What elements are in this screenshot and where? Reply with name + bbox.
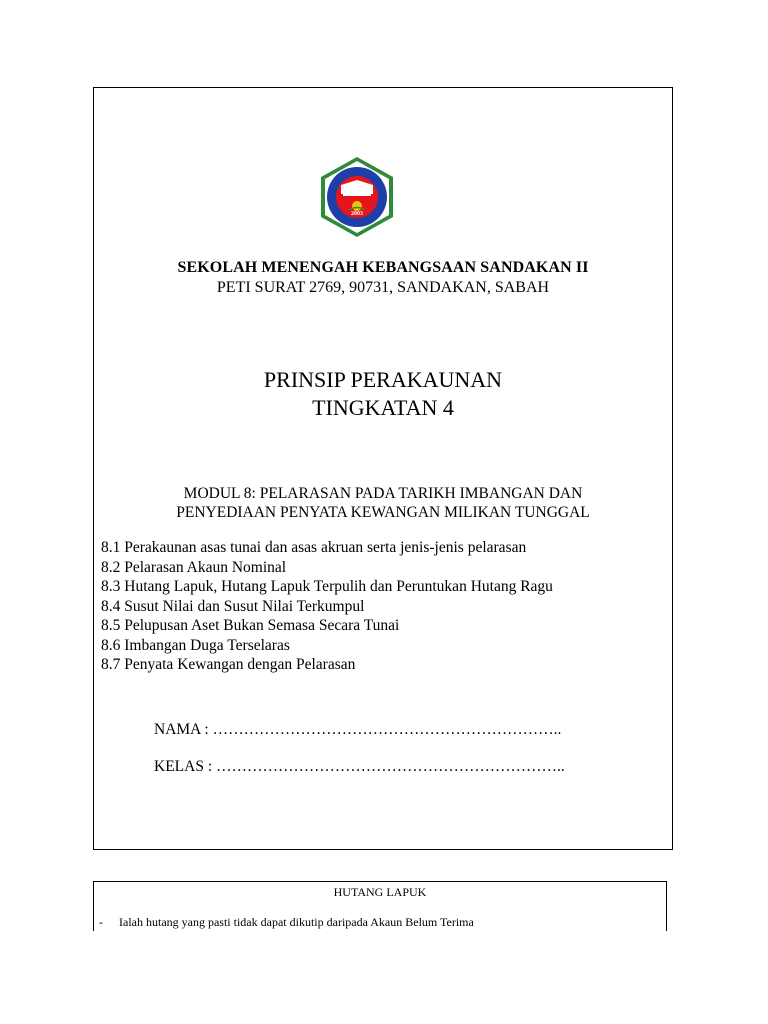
topic-item: 8.5 Pelupusan Aset Bukan Semasa Secara Tunai xyxy=(101,617,400,634)
module-title xyxy=(94,484,672,522)
definition-text: Ialah hutang yang pasti tidak dapat dikutip daripada Akaun Belum Terima xyxy=(119,915,474,929)
school-crest-icon xyxy=(319,156,395,238)
topic-item: 8.3 Hutang Lapuk, Hutang Lapuk Terpulih dan Peruntukan Hutang Ragu xyxy=(101,578,553,595)
subject-name: PRINSIP PERAKAUNAN xyxy=(263,367,503,392)
svg-text:2003: 2003 xyxy=(351,211,363,217)
topic-item: 8.2 Pelarasan Akaun Nominal xyxy=(101,558,287,576)
topic-list xyxy=(101,538,553,675)
topic-item: 8.1 Perakaunan asas tunai dan asas akruan serta jenis-jenis pelarasan xyxy=(101,539,527,556)
name-field: NAMA : ………………………………………………………….. xyxy=(154,721,562,738)
school-address: PETI SURAT 2769, 90731, SANDAKAN, SABAH xyxy=(216,279,550,296)
class-field: KELAS : ………………………………………………………….. xyxy=(154,758,565,775)
next-page-section xyxy=(93,881,667,931)
school-name: SEKOLAH MENENGAH KEBANGSAAN SANDAKAN II xyxy=(177,259,589,276)
bullet-marker: - xyxy=(99,915,103,929)
module-title-line-1: MODUL 8: PELARASAN PADA TARIKH IMBANGAN DAN xyxy=(183,485,583,502)
topic-item: 8.4 Susut Nilai dan Susut Nilai Terkumpul xyxy=(101,597,365,615)
form-level: TINGKATAN 4 xyxy=(312,395,454,420)
cover-page-frame xyxy=(93,87,673,850)
topic-item: 8.7 Penyata Kewangan dengan Pelarasan xyxy=(101,656,356,673)
section-title: HUTANG LAPUK xyxy=(333,885,427,899)
topic-item: 8.6 Imbangan Duga Terselaras xyxy=(101,636,290,654)
definition-item xyxy=(99,915,474,930)
module-title-line-2: PENYEDIAAN PENYATA KEWANGAN MILIKAN TUNGGAL xyxy=(176,504,590,521)
subject-title xyxy=(94,366,672,422)
